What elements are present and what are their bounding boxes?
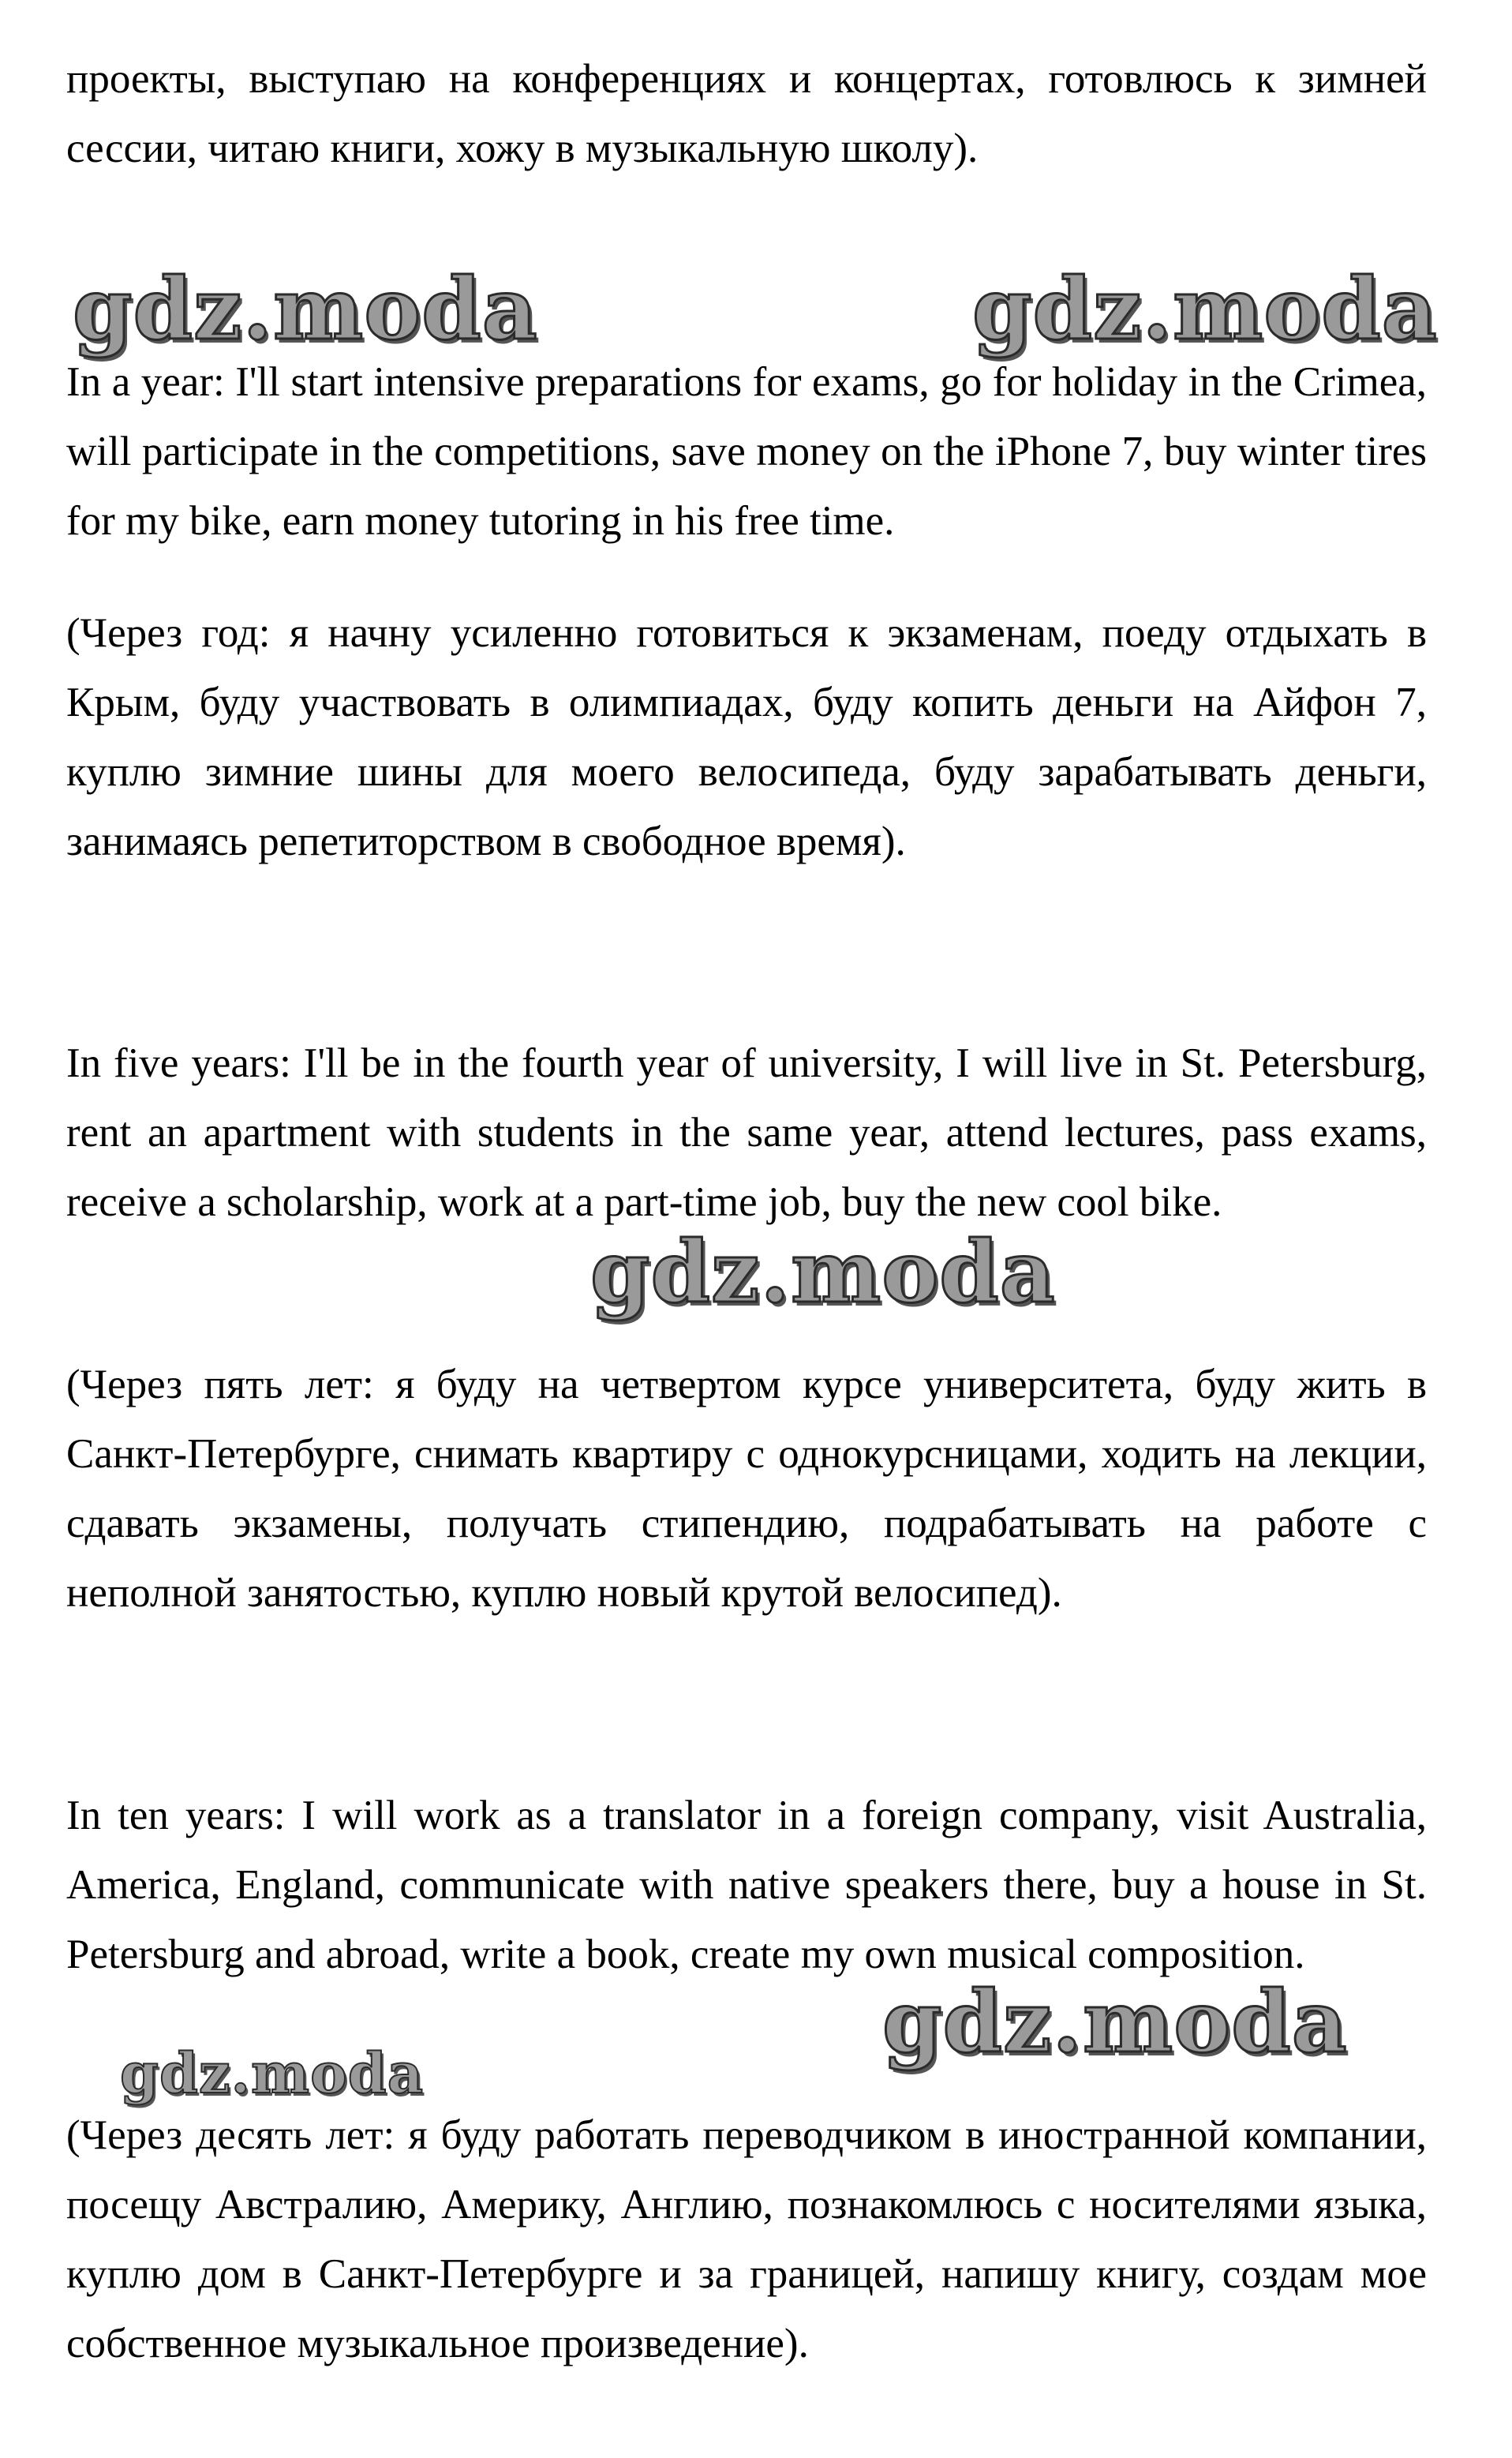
- paragraph-ru-in-a-year: (Через год: я начну усиленно готовиться к экзаменам, поеду отдыхать в Крым, буду участвовать в олимпиадах, буду копить деньги на Айфон 7, куплю зимние шины для моего велосипеда, буду зарабатывать деньги, занимаясь репетиторством в свободное время).: [66, 610, 1427, 864]
- paragraph-ru-continuation: проекты, выступаю на конференциях и концертах, готовлюсь к зимней сессии, читаю книги, хожу в музыкальную школу).: [66, 56, 1427, 171]
- paragraph-en-in-a-year: In a year: I'll start intensive preparations for exams, go for holiday in the Crimea, will participate in the competitions, save money on the iPhone 7, buy winter tires for my bike, earn money tutoring in his free time.: [66, 359, 1427, 544]
- watermark-logo: gdz.moda: [882, 1973, 1348, 2072]
- paragraph-ru-in-ten-years: (Через десять лет: я буду работать переводчиком в иностранной компании, посещу Австралию, Америку, Англию, познакомлюсь с носителями языка, куплю дом в Санкт-Петербурге и за границей, напишу книгу, создам мое собственное музыкальное произведение).: [66, 2112, 1427, 2366]
- watermark-logo: gdz.moda: [972, 260, 1438, 359]
- watermark-logo: gdz.moda: [73, 260, 538, 359]
- paragraph-en-in-five-years: In five years: I'll be in the fourth year of university, I will live in St. Petersburg, rent an apartment with students in the same year, attend lectures, pass exams, receive a scholarship, work at a part-time job, buy the new cool bike.: [66, 1040, 1427, 1225]
- watermark-logo: gdz.moda: [120, 2040, 425, 2106]
- watermark-logo: gdz.moda: [590, 1223, 1056, 1322]
- paragraph-en-in-ten-years: In ten years: I will work as a translator in a foreign company, visit Australia, America, England, communicate with native speakers there, buy a house in St. Petersburg and abroad, write a book, create my own musical composition.: [66, 1793, 1427, 1977]
- paragraph-ru-in-five-years: (Через пять лет: я буду на четвертом курсе университета, буду жить в Санкт-Петербурге, снимать квартиру с однокурсницами, ходить на лекции, сдавать экзамены, получать стипендию, подрабатывать на работе с неполной занятостью, куплю новый крутой велосипед).: [66, 1362, 1427, 1616]
